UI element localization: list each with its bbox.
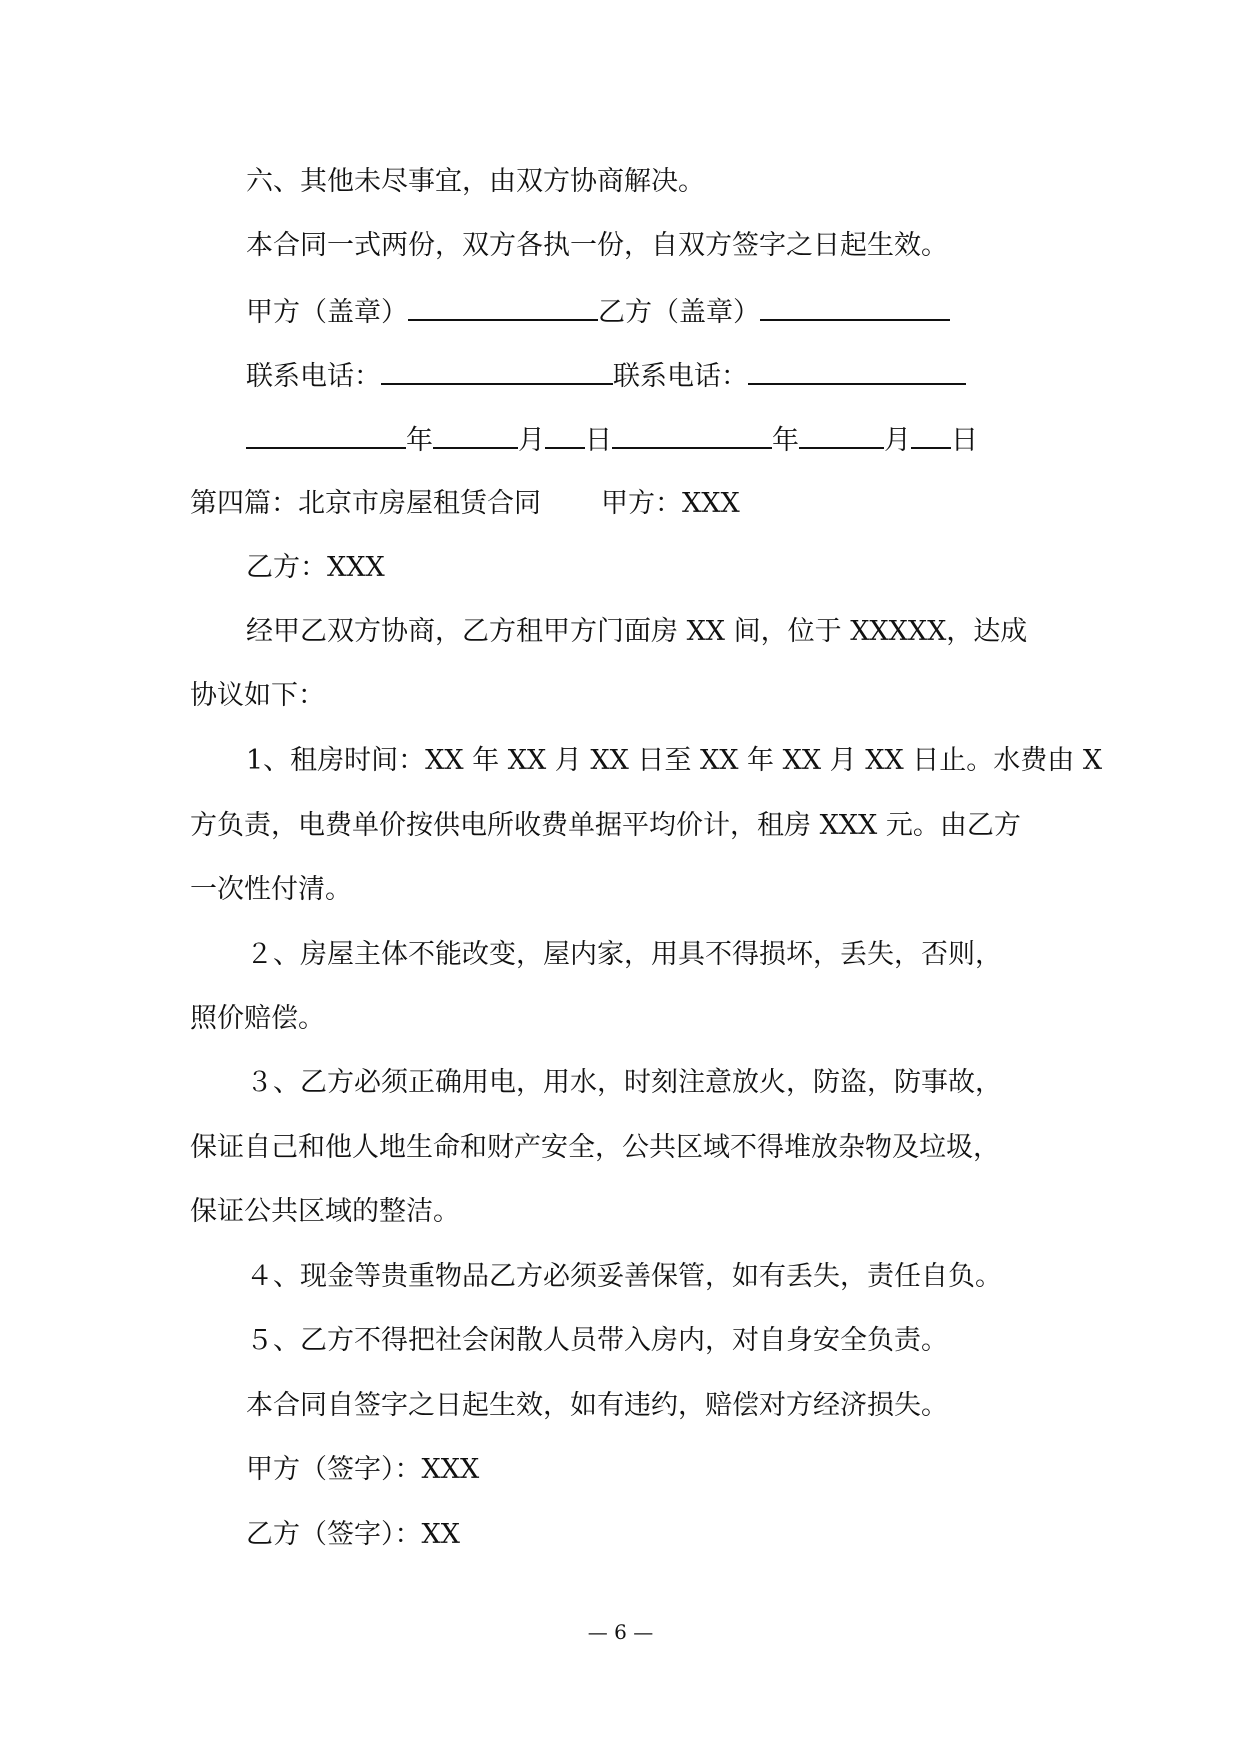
chapter-heading: 第四篇：北京市房屋租赁合同: [190, 488, 541, 519]
page-number: — 6 —: [587, 1620, 654, 1644]
year-b-label: 年: [772, 425, 799, 456]
chapter-heading-line: [190, 486, 740, 522]
clause-1-line-2: 方负责，电费单价按供电所收费单据平均价计，租房 XXX 元。由乙方: [190, 810, 1021, 841]
month-b-label: 月: [884, 425, 911, 456]
phone-a-blank: [381, 357, 613, 385]
copies-statement: 本合同一式两份，双方各执一份，自双方签字之日起生效。: [246, 230, 948, 261]
party-b-name: 乙方：XXX: [246, 552, 385, 583]
day-b-blank: [911, 421, 951, 449]
intro-line-1: 经甲乙双方协商，乙方租甲方门面房 XX 间，位于 XXXXX，达成: [246, 616, 1028, 647]
clause-1-line-3: 一次性付清。: [190, 874, 352, 905]
clause-4: ４、现金等贵重物品乙方必须妥善保管，如有丢失，责任自负。: [246, 1261, 1002, 1292]
party-b-seal-label: 乙方（盖章）: [598, 297, 760, 328]
year-a-label: 年: [406, 425, 433, 456]
clause-2-line-1: ２、房屋主体不能改变，屋内家，用具不得损坏，丢失，否则，: [246, 939, 1002, 970]
clause-6: 六、其他未尽事宜，由双方协商解决。: [246, 166, 705, 197]
month-a-blank: [433, 421, 518, 449]
party-a-name: 甲方：XXX: [601, 488, 740, 519]
effective-statement: 本合同自签字之日起生效，如有违约，赔偿对方经济损失。: [246, 1390, 948, 1421]
signature-a: 甲方（签字）：XXX: [246, 1454, 480, 1485]
phone-a-label: 联系电话：: [246, 361, 381, 392]
month-a-label: 月: [518, 425, 545, 456]
party-b-seal-blank: [760, 293, 950, 321]
clause-5: ５、乙方不得把社会闲散人员带入房内，对自身安全负责。: [246, 1325, 948, 1356]
clause-3-line-2: 保证自己和他人地生命和财产安全，公共区域不得堆放杂物及垃圾，: [190, 1132, 1000, 1163]
phone-b-label: 联系电话：: [613, 361, 748, 392]
party-a-seal-label: 甲方（盖章）: [246, 297, 408, 328]
day-a-label: 日: [585, 425, 612, 456]
seal-line: [246, 293, 950, 331]
party-a-seal-blank: [408, 293, 598, 321]
phone-b-blank: [748, 357, 966, 385]
phone-line: [246, 357, 966, 395]
date-line: [246, 421, 978, 459]
clause-3-line-3: 保证公共区域的整洁。: [190, 1196, 460, 1227]
clause-3-line-1: ３、乙方必须正确用电，用水，时刻注意放火，防盗，防事故，: [246, 1067, 1002, 1098]
intro-line-2: 协议如下：: [190, 680, 325, 711]
year-b-blank: [612, 421, 772, 449]
month-b-blank: [799, 421, 884, 449]
signature-b: 乙方（签字）：XX: [246, 1519, 460, 1550]
day-b-label: 日: [951, 425, 978, 456]
clause-2-line-2: 照价赔偿。: [190, 1003, 325, 1034]
year-a-blank: [246, 421, 406, 449]
clause-1-line-1: 1、租房时间：XX 年 XX 月 XX 日至 XX 年 XX 月 XX 日止。水费由 X: [246, 745, 1103, 776]
day-a-blank: [545, 421, 585, 449]
